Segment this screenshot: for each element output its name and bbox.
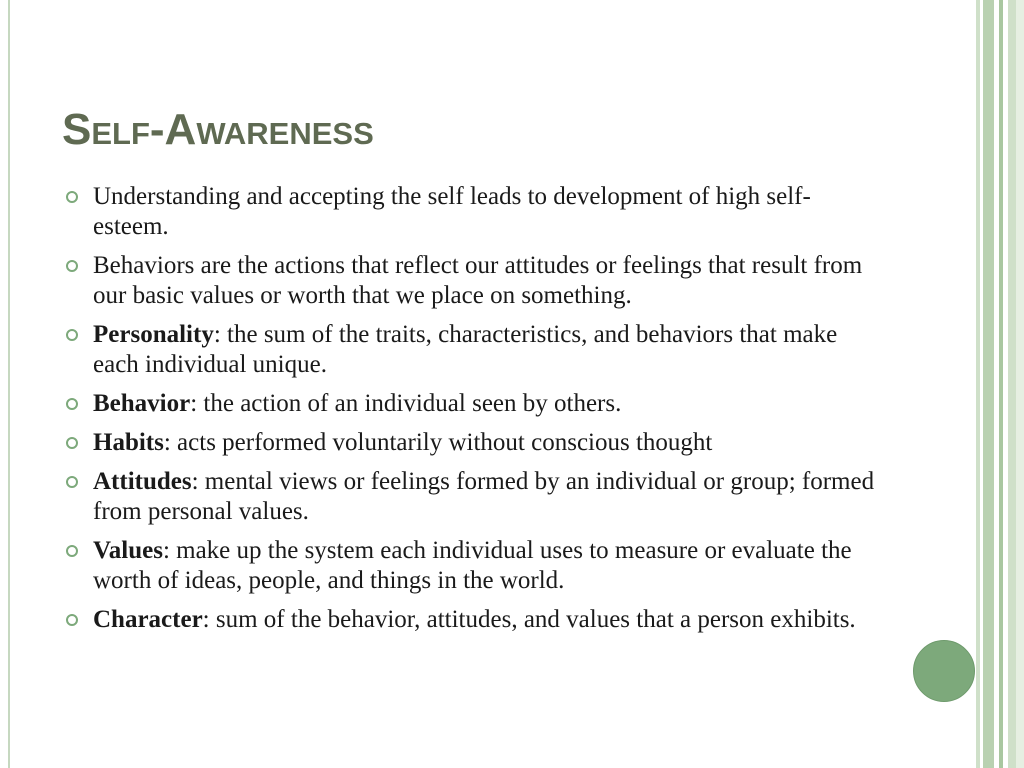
bullet-circle-icon	[66, 614, 78, 626]
bullet-term: Personality	[93, 321, 214, 348]
left-decorative-rule	[8, 0, 10, 768]
bullet-item	[64, 182, 884, 242]
bullet-term: Character	[93, 606, 203, 633]
bullet-item	[64, 320, 884, 380]
bullet-term: Attitudes	[93, 468, 192, 495]
bullet-text: : sum of the behavior, attitudes, and values that a person exhibits.	[202, 606, 856, 633]
right-decorative-border	[976, 0, 1024, 768]
bullet-item	[64, 605, 884, 635]
bullet-circle-icon	[66, 398, 78, 410]
bullet-list	[64, 182, 884, 635]
bullet-text: : the action of an individual seen by others.	[190, 390, 622, 417]
border-stripe	[983, 0, 994, 768]
bullet-circle-icon	[66, 437, 78, 449]
bullet-circle-icon	[66, 260, 78, 272]
bullet-circle-icon	[66, 191, 78, 203]
bullet-circle-icon	[66, 476, 78, 488]
decorative-circle	[913, 640, 975, 702]
slide-title: Self-Awareness	[62, 105, 374, 154]
border-stripe	[1008, 0, 1016, 768]
bullet-term: Habits	[93, 429, 164, 456]
bullet-item	[64, 467, 884, 527]
bullet-term: Values	[93, 537, 163, 564]
bullet-text: : mental views or feelings formed by an individual or group; formed from personal values.	[93, 468, 875, 525]
bullet-item	[64, 389, 884, 419]
bullet-text: Understanding and accepting the self leads to development of high self-esteem.	[93, 183, 811, 240]
bullet-text: Behaviors are the actions that reflect our attitudes or feelings that result from our basic values or worth that we place on something.	[93, 252, 863, 309]
bullet-circle-icon	[66, 329, 78, 341]
bullet-circle-icon	[66, 545, 78, 557]
bullet-term: Behavior	[93, 390, 191, 417]
bullet-text: : make up the system each individual uses to measure or evaluate the worth of ideas, people, and things in the world.	[93, 537, 852, 594]
bullet-item	[64, 428, 884, 458]
bullet-text: : the sum of the traits, characteristics, and behaviors that make each individual unique.	[93, 321, 838, 378]
bullet-item	[64, 251, 884, 311]
bullet-text: : acts performed voluntarily without conscious thought	[163, 429, 713, 456]
slide-content	[64, 182, 884, 644]
bullet-item	[64, 536, 884, 596]
border-stripe	[1016, 0, 1024, 768]
